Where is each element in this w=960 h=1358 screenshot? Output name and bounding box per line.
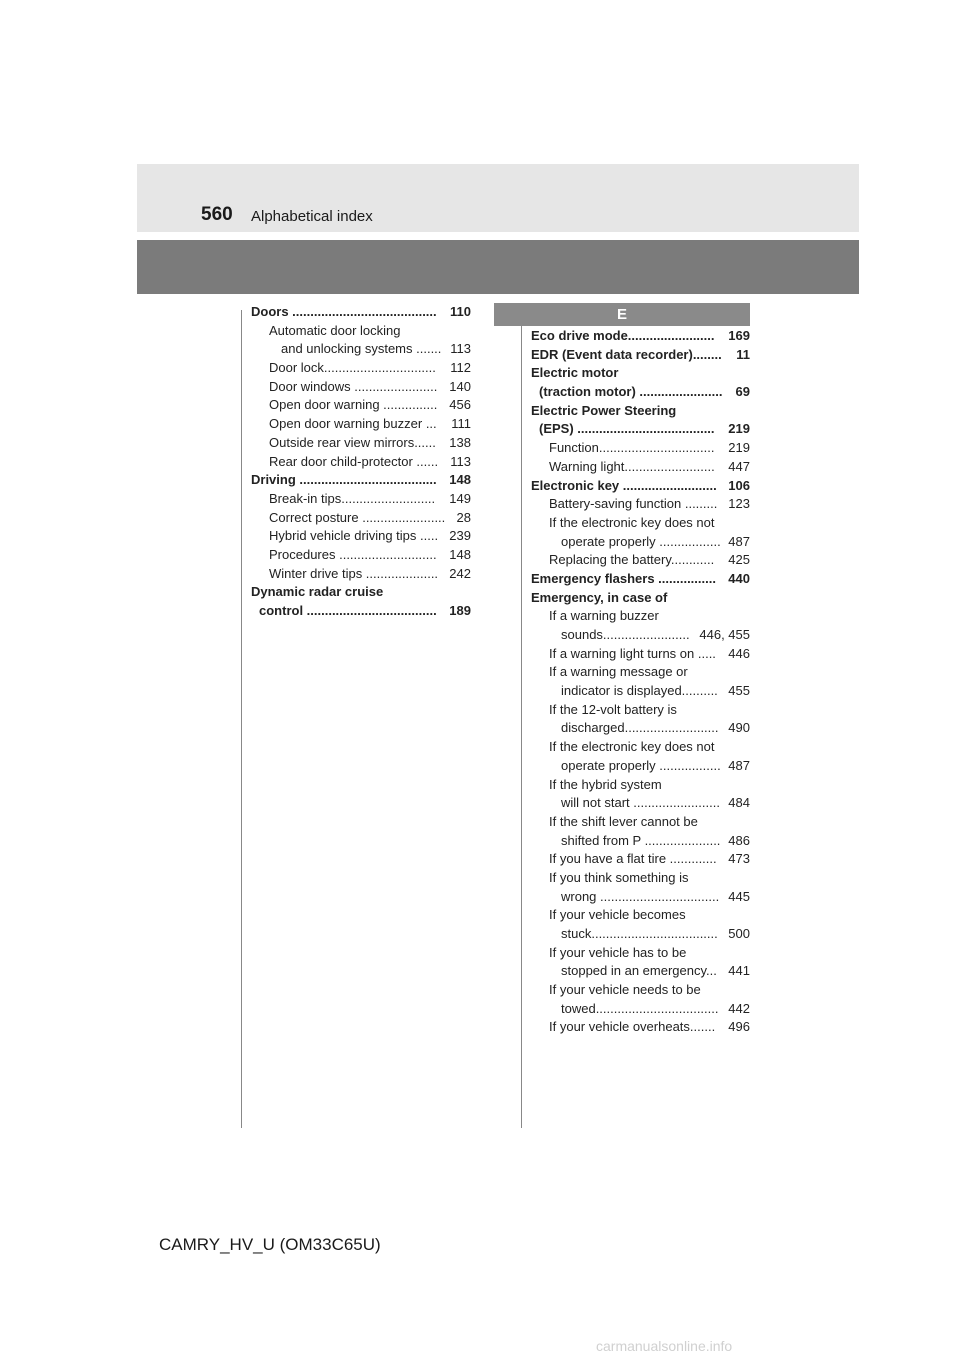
index-entry	[531, 327, 750, 346]
index-entry-label: If the hybrid system	[549, 776, 662, 792]
index-entry-label: Doors ........................................	[251, 304, 437, 319]
index-entry	[531, 832, 750, 851]
index-entry-label: Rear door child-protector ......	[269, 453, 439, 469]
index-entry-page[interactable]: 140	[449, 378, 471, 394]
index-entry-page[interactable]: 148	[449, 546, 471, 562]
index-entry-label: Break-in tips..........................	[269, 490, 436, 506]
index-entry	[531, 869, 750, 888]
index-entry-page[interactable]: 111	[451, 416, 471, 432]
index-entry-page[interactable]: 500	[728, 926, 750, 941]
index-entry-label: towed..................................	[561, 1000, 719, 1016]
index-entry-page[interactable]: 138	[449, 434, 471, 450]
index-entry	[531, 495, 750, 514]
header-dark-band	[137, 240, 859, 294]
index-entry	[531, 458, 750, 477]
index-entry	[251, 415, 471, 434]
index-entry-label: Hybrid vehicle driving tips .....	[269, 528, 439, 544]
index-entry	[531, 477, 750, 496]
index-column-left	[251, 303, 471, 621]
index-entry-page[interactable]: 28	[456, 509, 471, 525]
index-entry	[531, 888, 750, 907]
index-entry-label: stuck...................................	[561, 926, 718, 941]
index-entry-page[interactable]: 239	[449, 528, 471, 544]
index-entry-label: wrong .................................	[561, 888, 720, 904]
index-entry	[251, 322, 471, 341]
index-entry	[531, 906, 750, 925]
index-entry-page[interactable]: 106	[728, 477, 750, 493]
index-entry	[531, 701, 750, 720]
index-entry-page[interactable]: 487	[728, 533, 750, 549]
index-entry	[251, 565, 471, 584]
index-entry-label: indicator is displayed..........	[561, 683, 718, 699]
section-letter-header: E	[494, 303, 750, 326]
index-entry-label: If the 12-volt battery is	[549, 701, 677, 717]
index-entry-label: If you think something is	[549, 869, 689, 885]
index-entry-page[interactable]: 441	[728, 963, 750, 979]
index-entry	[531, 944, 750, 963]
middle-column-rule	[521, 310, 522, 1128]
index-entry	[531, 1000, 750, 1019]
index-entry-label: If your vehicle has to be	[549, 944, 687, 960]
index-entry	[531, 962, 750, 981]
index-entry-page[interactable]: 113	[450, 453, 471, 469]
index-entry-label: If your vehicle becomes	[549, 907, 686, 923]
index-column-right	[531, 327, 750, 1037]
index-entry-label: If a warning light turns on .....	[549, 645, 716, 661]
index-entry-label: Outside rear view mirrors......	[269, 434, 436, 450]
index-entry-label: sounds........................	[561, 627, 690, 642]
index-entry	[251, 340, 471, 359]
page-title: Alphabetical index	[251, 208, 373, 225]
index-entry	[531, 589, 750, 608]
index-entry	[531, 981, 750, 1000]
index-entry-label: discharged..........................	[561, 720, 719, 736]
index-entry-page[interactable]: 484	[728, 795, 750, 811]
index-entry	[531, 813, 750, 832]
index-entry-label: If a warning buzzer	[549, 608, 659, 624]
index-entry-label: Function................................	[549, 440, 715, 456]
index-entry-label: Electric motor	[531, 365, 619, 381]
index-entry	[531, 439, 750, 458]
index-entry-page[interactable]: 455	[728, 683, 750, 699]
footer-doc-code: CAMRY_HV_U (OM33C65U)	[159, 1235, 381, 1254]
index-entry-page[interactable]: 486	[728, 832, 750, 848]
index-entry-page[interactable]: 112	[450, 360, 471, 376]
index-entry	[251, 527, 471, 546]
index-entry	[531, 776, 750, 795]
index-entry-page[interactable]: 456	[449, 397, 471, 413]
left-column-rule	[241, 310, 242, 1128]
index-entry	[531, 383, 750, 402]
index-entry-label: Warning light.........................	[549, 458, 715, 474]
index-entry-label: (traction motor) .......................	[539, 384, 723, 400]
index-entry	[531, 663, 750, 682]
index-entry	[251, 583, 471, 602]
index-entry-page[interactable]: 425	[728, 552, 750, 568]
index-entry	[531, 607, 750, 626]
index-entry-label: If your vehicle needs to be	[549, 982, 701, 998]
index-entry	[531, 645, 750, 664]
index-entry-page[interactable]: 487	[728, 757, 750, 773]
index-entry	[251, 303, 471, 322]
index-entry-label: If a warning message or	[549, 664, 688, 680]
index-entry-label: Electric Power Steering	[531, 402, 677, 418]
index-entry-label: operate properly .................	[561, 533, 721, 549]
index-entry-label: stopped in an emergency...	[561, 963, 717, 979]
index-entry	[531, 925, 750, 944]
header-band	[137, 164, 859, 232]
index-entry	[251, 378, 471, 397]
index-entry-page[interactable]: 113	[450, 341, 471, 357]
index-entry-page[interactable]: 219	[728, 421, 750, 437]
index-entry	[531, 1018, 750, 1037]
index-entry-label: Eco drive mode........................	[531, 328, 715, 343]
index-entry-label: and unlocking systems .......	[281, 341, 442, 357]
index-entry-label: (EPS) ......................................	[539, 421, 715, 437]
index-entry-page[interactable]: 189	[449, 603, 471, 618]
index-entry	[531, 364, 750, 383]
index-entry-label: Door windows .......................	[269, 378, 438, 394]
index-entry-label: If you have a flat tire .............	[549, 851, 717, 867]
index-entry-label: operate properly .................	[561, 757, 721, 773]
index-entry-page[interactable]: 242	[449, 565, 471, 581]
index-entry-page[interactable]: 169	[728, 328, 750, 343]
index-entry-label: Open door warning ...............	[269, 397, 438, 413]
index-entry	[531, 346, 750, 365]
index-entry	[531, 682, 750, 701]
index-entry	[251, 434, 471, 453]
index-entry	[531, 570, 750, 589]
index-entry	[251, 396, 471, 415]
index-entry	[531, 738, 750, 757]
index-entry-label: Dynamic radar cruise	[251, 584, 384, 600]
index-entry	[531, 794, 750, 813]
index-entry	[251, 359, 471, 378]
index-entry-label: Emergency, in case of	[531, 589, 668, 605]
index-entry	[251, 490, 471, 509]
index-entry-label: Winter drive tips ....................	[269, 565, 439, 581]
index-entry-page[interactable]: 496	[728, 1019, 750, 1035]
index-entry-label: will not start ........................	[561, 795, 720, 811]
index-entry-page[interactable]: 148	[449, 472, 471, 488]
index-entry-page[interactable]: 110	[450, 304, 471, 319]
index-entry-page[interactable]: 447	[728, 458, 750, 474]
index-entry-page[interactable]: 446, 455	[699, 627, 750, 642]
index-entry-label: control ....................................	[259, 603, 437, 618]
index-entry	[251, 471, 471, 490]
index-entry-label: Driving ......................................	[251, 472, 437, 488]
page-number: 560	[201, 204, 233, 225]
index-entry-label: If the electronic key does not	[549, 514, 715, 530]
index-entry-page[interactable]: 442	[728, 1000, 750, 1016]
index-entry-page[interactable]: 440	[728, 570, 750, 586]
index-entry	[531, 514, 750, 533]
index-entry-label: If the shift lever cannot be	[549, 813, 698, 829]
index-entry-label: Automatic door locking	[269, 322, 401, 338]
index-entry-label: Battery-saving function .........	[549, 496, 718, 512]
index-entry	[531, 551, 750, 570]
index-entry-label: Replacing the battery............	[549, 552, 715, 568]
index-entry	[531, 420, 750, 439]
index-entry-page[interactable]: 149	[449, 490, 471, 506]
index-entry	[531, 533, 750, 552]
index-entry	[251, 602, 471, 621]
index-entry-label: If the electronic key does not	[549, 739, 715, 755]
index-entry-page[interactable]: 490	[728, 720, 750, 736]
index-entry-page[interactable]: 123	[728, 496, 750, 512]
index-entry-label: If your vehicle overheats.......	[549, 1019, 716, 1035]
index-entry	[251, 509, 471, 528]
index-entry-label: Correct posture .......................	[269, 509, 446, 525]
index-entry	[251, 546, 471, 565]
index-entry-label: Electronic key ..........................	[531, 477, 717, 493]
index-entry	[531, 757, 750, 776]
index-entry-label: Door lock...............................	[269, 360, 436, 376]
index-entry-page[interactable]: 11	[736, 346, 750, 362]
index-entry	[531, 719, 750, 738]
index-entry	[251, 453, 471, 472]
index-entry	[531, 402, 750, 421]
index-entry	[531, 850, 750, 869]
index-entry-page[interactable]: 445	[728, 888, 750, 904]
index-entry-label: Emergency flashers ................	[531, 570, 716, 586]
watermark: carmanualsonline.info	[596, 1338, 733, 1354]
index-entry-label: Procedures ...........................	[269, 546, 437, 562]
index-entry-label: EDR (Event data recorder)........	[531, 346, 722, 362]
index-entry-page[interactable]: 473	[728, 851, 750, 867]
index-entry-page[interactable]: 219	[728, 440, 750, 456]
index-entry-page[interactable]: 69	[735, 384, 750, 400]
index-entry-label: Open door warning buzzer ...	[269, 416, 437, 432]
index-entry	[531, 626, 750, 645]
index-entry-label: shifted from P .....................	[561, 832, 721, 848]
index-entry-page[interactable]: 446	[728, 645, 750, 661]
